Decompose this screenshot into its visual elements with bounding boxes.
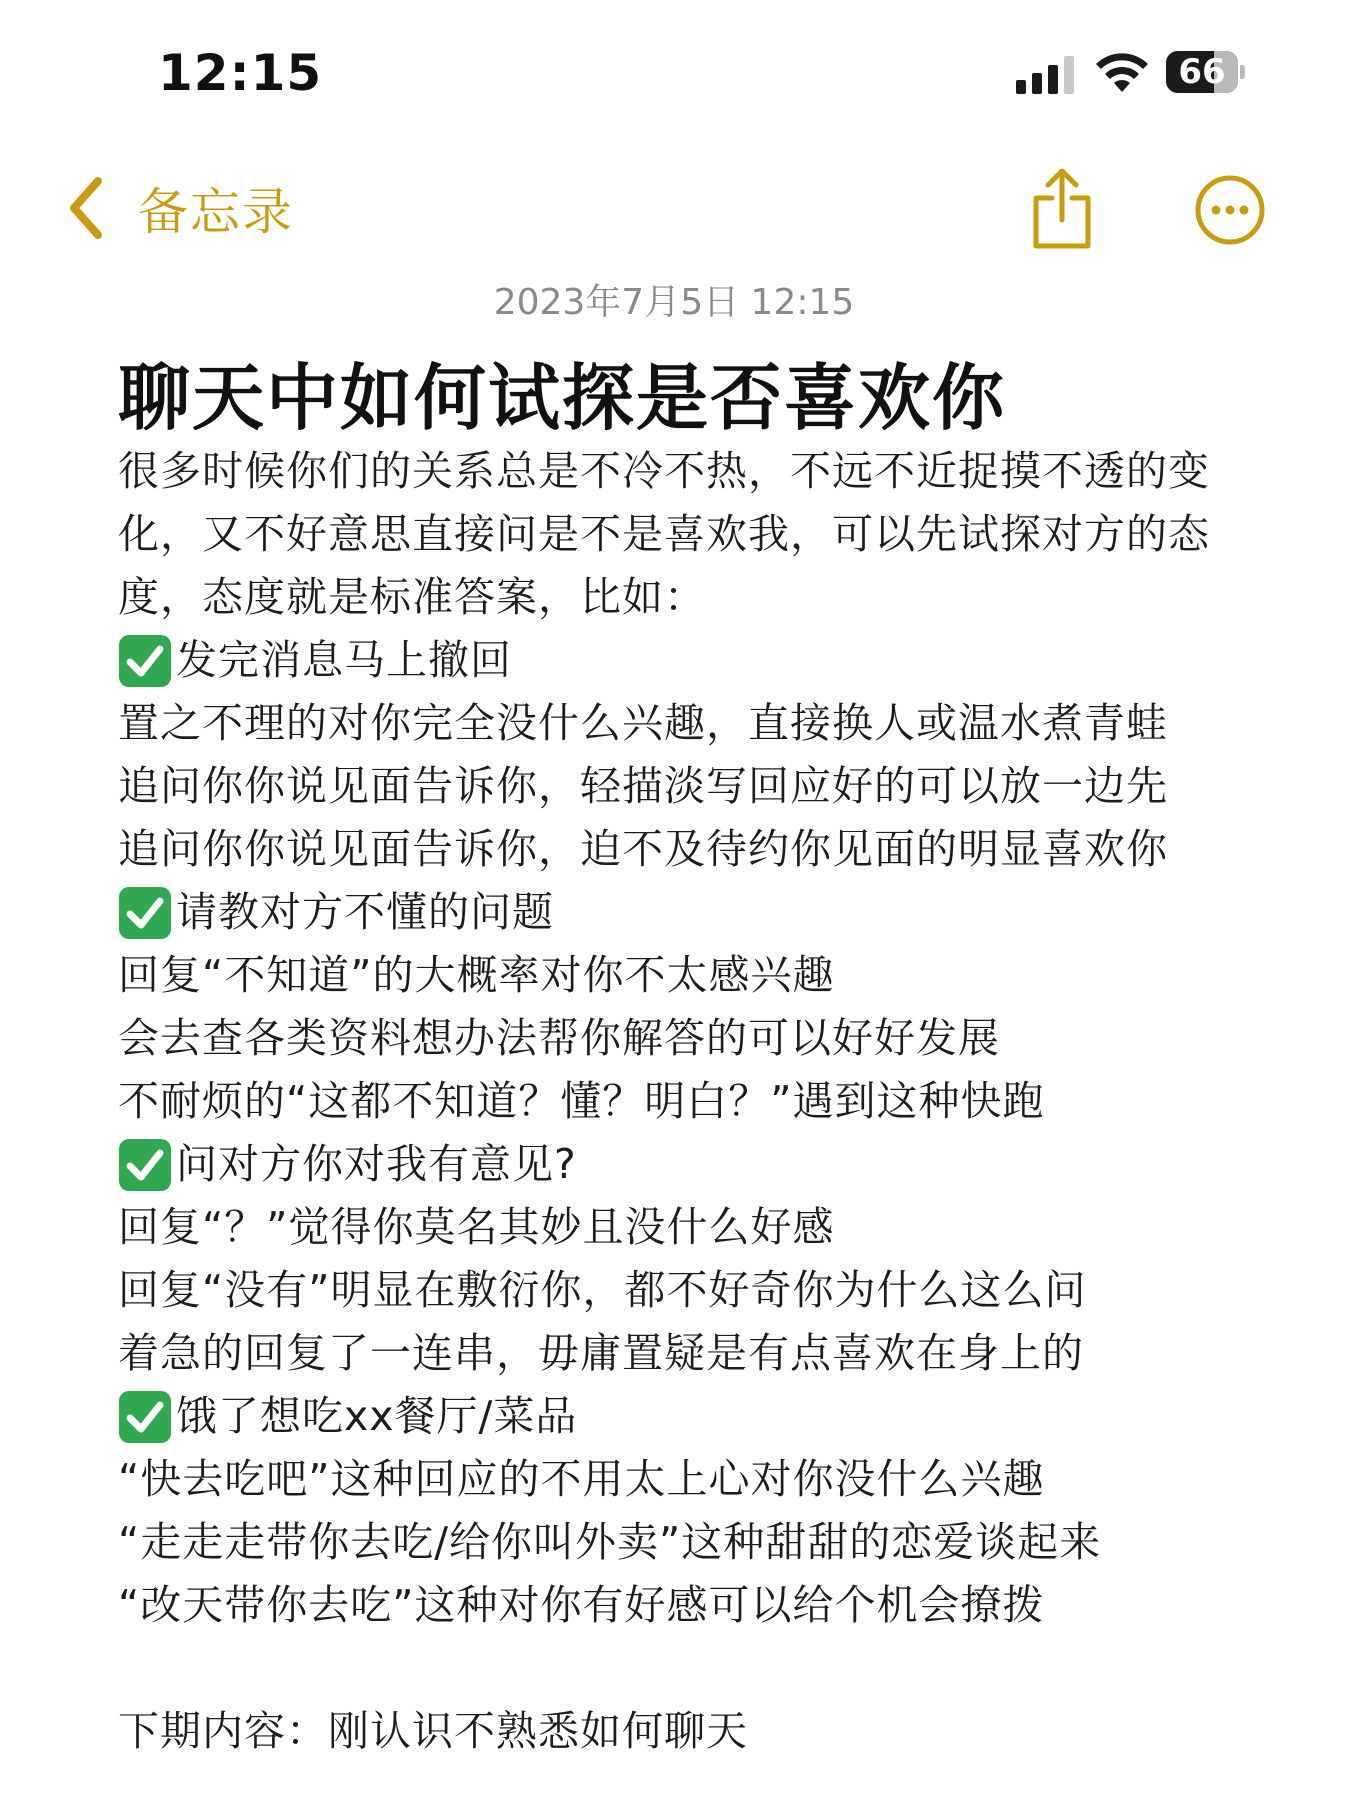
note-section xyxy=(118,881,1258,1133)
note-line: 回复“？”觉得你莫名其妙且没什么好感 xyxy=(118,1203,835,1251)
battery-level-text: 66 xyxy=(1178,52,1226,92)
note-intro: 很多时候你们的关系总是不冷不热，不远不近捉摸不透的变化，又不好意思直接问是不是喜欢我，可以先试探对方的态度，态度就是标准答案，比如： xyxy=(118,447,1210,621)
note-footer: 下期内容：刚认识不熟悉如何聊天 xyxy=(118,1707,748,1755)
note-line: 置之不理的对你完全没什么兴趣，直接换人或温水煮青蛙 xyxy=(118,699,1168,747)
back-label: 备忘录 xyxy=(138,183,294,241)
note-title: 聊天中如何试探是否喜欢你 xyxy=(118,356,1007,440)
section-heading-text: 发完消息马上撤回 xyxy=(176,636,512,684)
share-icon[interactable] xyxy=(1030,168,1094,250)
note-line: 回复“没有”明显在敷衍你，都不好奇你为什么这么问 xyxy=(118,1266,1087,1314)
note-line: 着急的回复了一连串，毋庸置疑是有点喜欢在身上的 xyxy=(118,1329,1084,1377)
note-line: 会去查各类资料想办法帮你解答的可以好好发展 xyxy=(118,1014,1000,1062)
back-button[interactable] xyxy=(64,172,294,244)
note-body[interactable] xyxy=(118,440,1258,1763)
battery-indicator xyxy=(1166,51,1246,93)
note-section xyxy=(118,1133,1258,1385)
check-mark-icon xyxy=(118,1138,172,1192)
note-line: “快去吃吧”这种回应的不用太上心对你没什么兴趣 xyxy=(118,1455,1045,1503)
section-heading-text: 饿了想吃xx餐厅/菜品 xyxy=(176,1392,578,1440)
battery-tip xyxy=(1240,65,1245,79)
status-time: 12:15 xyxy=(158,44,323,102)
section-heading xyxy=(118,1385,1258,1448)
note-line: “改天带你去吃”这种对你有好感可以给个机会撩拨 xyxy=(118,1581,1045,1629)
cellular-signal-icon xyxy=(1016,56,1076,94)
blank-line xyxy=(118,1637,1258,1700)
check-mark-icon xyxy=(118,1390,172,1444)
wifi-icon xyxy=(1094,50,1150,94)
note-date: 2023年7月5日 12:15 xyxy=(493,282,855,323)
status-bar xyxy=(0,0,1348,140)
check-mark-icon xyxy=(118,634,172,688)
note-line: 追问你你说见面告诉你，迫不及待约你见面的明显喜欢你 xyxy=(118,825,1168,873)
section-heading-text: 请教对方不懂的问题 xyxy=(176,888,554,936)
note-line: 回复“不知道”的大概率对你不太感兴趣 xyxy=(118,951,835,999)
note-section xyxy=(118,1385,1258,1637)
note-section xyxy=(118,629,1258,881)
more-options-icon[interactable] xyxy=(1194,174,1266,246)
note-line: 不耐烦的“这都不知道？懂？明白？”遇到这种快跑 xyxy=(118,1077,1045,1125)
section-heading xyxy=(118,629,1258,692)
check-mark-icon xyxy=(118,886,172,940)
section-heading xyxy=(118,1133,1258,1196)
section-heading xyxy=(118,881,1258,944)
note-line: 追问你你说见面告诉你，轻描淡写回应好的可以放一边先 xyxy=(118,762,1168,810)
note-line: “走走走带你去吃/给你叫外卖”这种甜甜的恋爱谈起来 xyxy=(118,1518,1102,1566)
section-heading-text: 问对方你对我有意见? xyxy=(176,1140,577,1188)
chevron-left-icon xyxy=(64,175,108,241)
